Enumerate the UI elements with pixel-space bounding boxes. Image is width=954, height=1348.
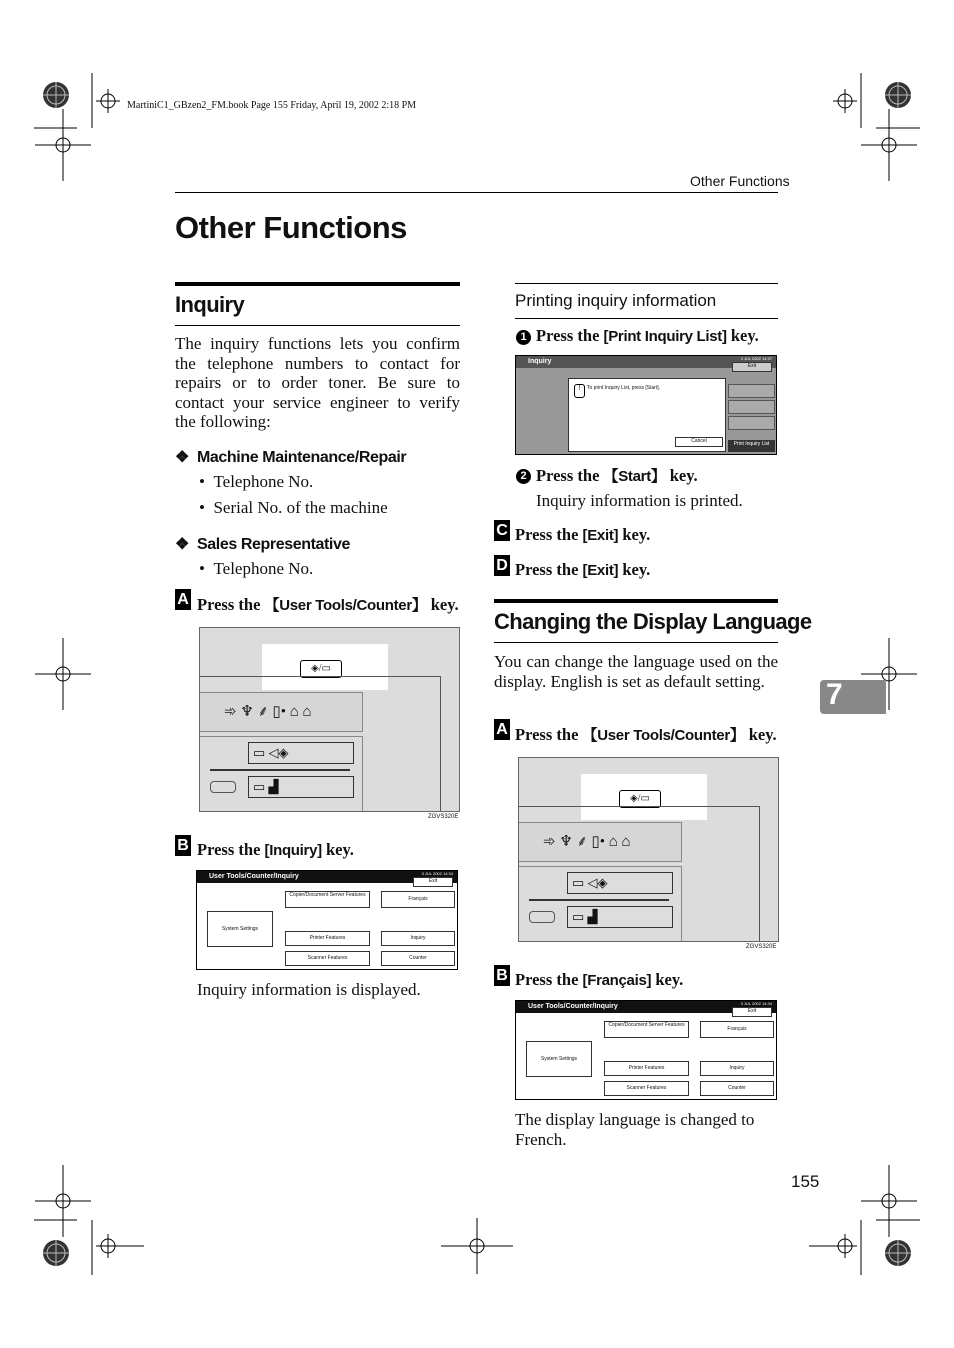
figure-caption: ZGVS320E [746,944,777,950]
print-inquiry-list-button[interactable]: Print Inquiry List [728,440,775,452]
inquiry-heading: Inquiry [175,292,245,317]
running-header: Other Functions [690,173,790,189]
francais-button[interactable]: Français [700,1021,774,1038]
user-tools-key-icon: ◈/▭ [619,790,661,808]
step-instruction: Press the [Exit] key. [515,525,651,544]
diamond-bullet-icon: ❖ [175,536,189,553]
step-instruction: Press the 【Start】 key. [536,466,698,485]
group-heading-sales [175,534,350,554]
step-result: The display language is changed to French. [515,1110,755,1149]
group-heading-maintenance [175,447,406,467]
step-number: B [175,835,191,856]
scanner-features-button[interactable]: Scanner Features [604,1081,689,1096]
scanner-features-button[interactable]: Scanner Features [285,951,370,966]
inquiry-rule-top [175,282,460,286]
figure-caption: ZGVS320E [428,814,459,820]
screen-title: Inquiry [516,356,776,368]
language-intro: You can change the language used on the display. English is set as default setting. [494,652,778,691]
screen-datetime: 3 JUL 2002 14:34 [740,1001,772,1006]
inquiry-screen [515,355,777,455]
inquiry-intro: The inquiry functions lets you confirm the telephone numbers to contact for repairs or to order toner. Be sure to contact your service engineer to verify the following: [175,334,460,431]
system-settings-button[interactable]: System Settings [207,911,273,947]
copier-features-button[interactable]: Copier/Document Server Features [285,891,370,908]
step-number: A [175,589,191,610]
exit-button[interactable]: Exit [732,1007,772,1017]
language-heading: Changing the Display Language [494,609,812,634]
step-number: A [494,719,510,740]
diamond-bullet-icon: ❖ [175,449,189,466]
page-title: Other Functions [175,210,407,245]
step-instruction: Press the [Print Inquiry List] key. [536,326,759,345]
info-icon: ! [574,384,585,398]
copier-features-button[interactable]: Copier/Document Server Features [604,1021,689,1038]
header-rule [175,192,778,193]
mode-keys-icon: ➾ ♆ ⸙ ▯• ⌂ ⌂ [224,704,312,720]
screen-message: To print Inquiry List, press [Start]. [587,385,661,391]
substep-number: 1 [516,330,531,345]
step-number: B [494,965,510,986]
cancel-button[interactable]: Cancel [675,437,723,447]
step-result: Inquiry information is printed. [536,491,743,510]
step-instruction: Press the [Français] key. [515,970,684,989]
counter-button[interactable]: Counter [381,951,455,966]
system-settings-button[interactable]: System Settings [526,1041,592,1077]
inquiry-button[interactable]: Inquiry [700,1061,774,1076]
chapter-number: 7 [826,678,843,711]
printer-features-button[interactable]: Printer Features [604,1061,689,1076]
printing-heading: Printing inquiry information [515,291,717,310]
counter-button[interactable]: Counter [700,1081,774,1096]
exit-button[interactable]: Exit [413,877,453,887]
chapter-tab [820,680,886,714]
user-tools-screen [196,870,458,970]
step-number: D [494,555,510,576]
list-item: • Telephone No. [199,559,314,578]
exit-button[interactable]: Exit [732,362,772,372]
language-rule-top [494,599,778,603]
step-result: Inquiry information is displayed. [197,980,421,999]
list-item: • Telephone No. [199,472,314,491]
control-panel-illustration: ◈/▭ ➾ ♆ ⸙ ▯• ⌂ ⌂ ▭ ◁◈ ▭ ▟ [518,757,779,942]
step-instruction: Press the 【User Tools/Counter】 key. [515,725,777,744]
inquiry-button[interactable]: Inquiry [381,931,455,946]
step-instruction: Press the [Exit] key. [515,560,651,579]
page-number: 155 [791,1172,820,1191]
group-heading-label: Machine Maintenance/Repair [197,449,407,466]
screen-title: User Tools/Counter/Inquiry [197,871,457,883]
screen-title: User Tools/Counter/Inquiry [516,1001,776,1013]
language-rule-bottom [494,642,778,643]
step-instruction: Press the [Inquiry] key. [197,840,354,859]
list-item: • Serial No. of the machine [199,498,388,517]
group-heading-label: Sales Representative [197,536,350,553]
printing-rule-bottom [515,318,778,319]
screen-datetime: 3 JUL 2002 14:34 [421,871,453,876]
user-tools-screen [515,1000,777,1100]
control-panel-illustration: ◈/▭ ➾ ♆ ⸙ ▯• ⌂ ⌂ ▭ ◁◈ ▭ ▟ [199,627,460,812]
mode-keys-icon: ➾ ♆ ⸙ ▯• ⌂ ⌂ [543,834,631,850]
step-number: C [494,520,510,541]
francais-button[interactable]: Français [381,891,455,908]
printing-rule-top [515,283,778,284]
book-info: MartiniC1_GBzen2_FM.book Page 155 Friday, April 19, 2002 2:18 PM [127,100,417,111]
inquiry-rule-bottom [175,325,460,326]
user-tools-key-icon: ◈/▭ [300,660,342,678]
substep-number: 2 [516,469,531,484]
screen-datetime: 3 JUL 2002 14:37 [740,356,772,361]
step-instruction: Press the 【User Tools/Counter】 key. [197,595,459,614]
printer-features-button[interactable]: Printer Features [285,931,370,946]
